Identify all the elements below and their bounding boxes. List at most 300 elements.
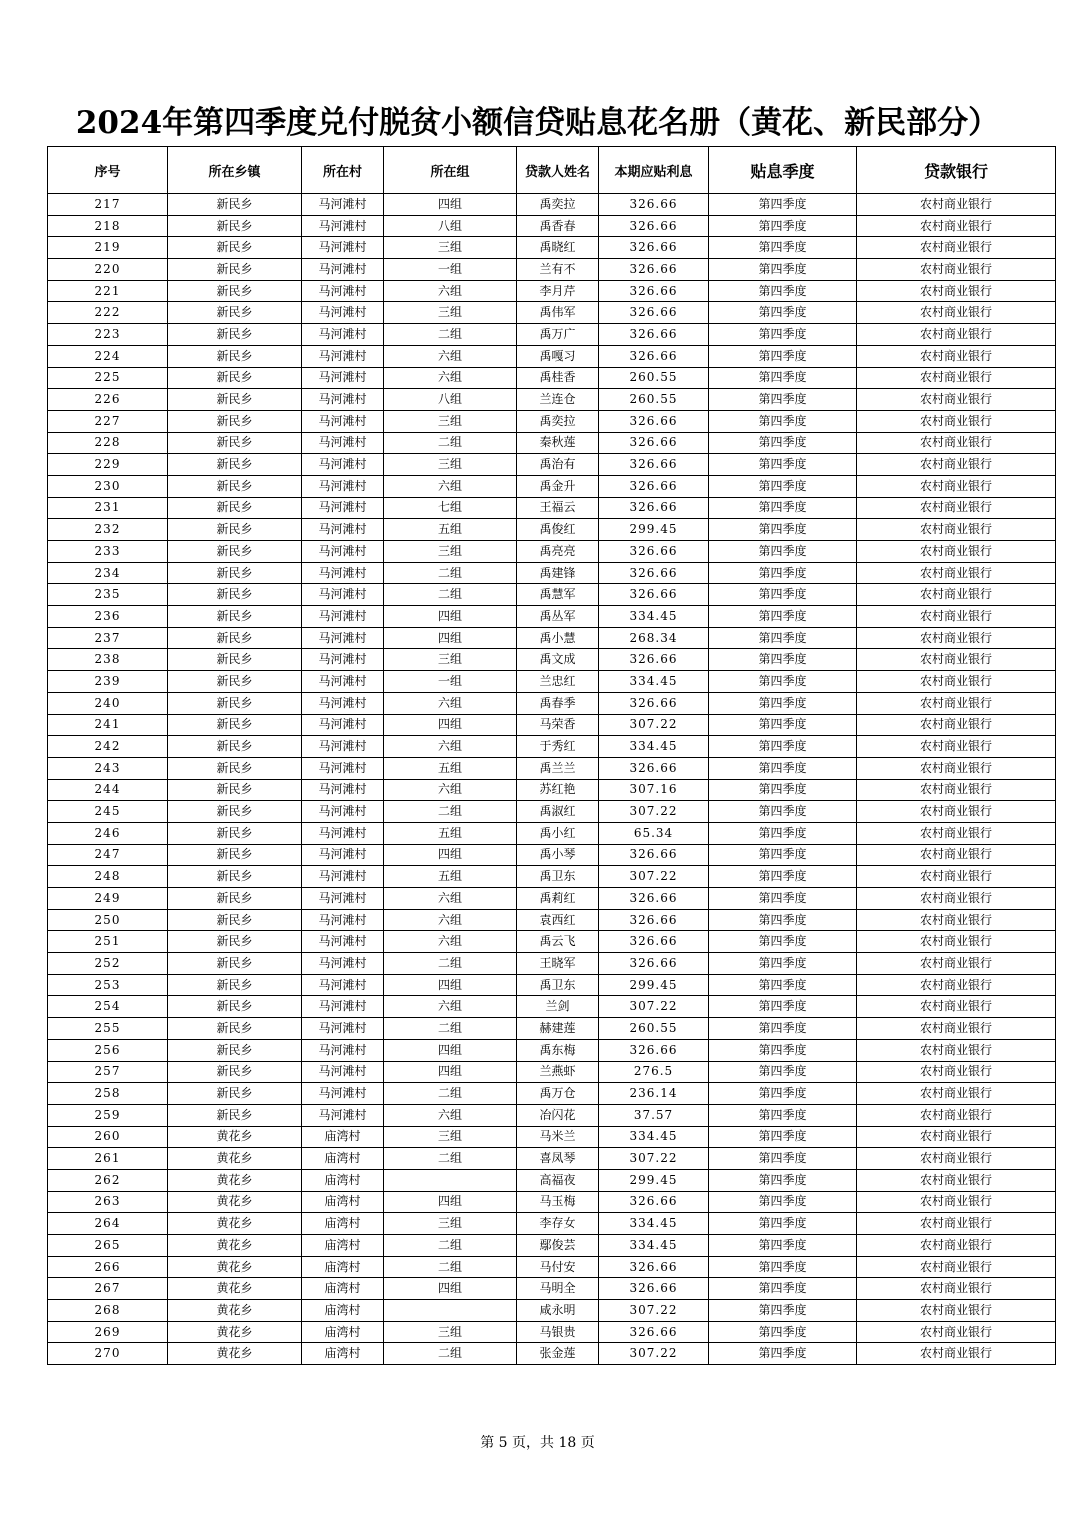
lending-bank-cell: 农村商业银行 xyxy=(857,736,1056,758)
interest-amount-cell: 65.34 xyxy=(599,822,709,844)
lending-bank-cell: 农村商业银行 xyxy=(857,606,1056,628)
interest-amount-cell: 326.66 xyxy=(599,909,709,931)
subsidy-roster-table xyxy=(47,146,1056,1365)
village-cell: 马河滩村 xyxy=(302,194,384,216)
group-cell: 六组 xyxy=(384,345,517,367)
serial-number-cell: 218 xyxy=(48,215,168,237)
township-cell: 新民乡 xyxy=(168,259,302,281)
village-cell: 马河滩村 xyxy=(302,237,384,259)
township-cell: 新民乡 xyxy=(168,302,302,324)
header-interest-amount: 本期应贴利息 xyxy=(599,147,709,194)
borrower-name-cell: 王福云 xyxy=(517,497,599,519)
serial-number-cell: 261 xyxy=(48,1148,168,1170)
subsidy-quarter-cell: 第四季度 xyxy=(709,475,857,497)
borrower-name-cell: 禹东梅 xyxy=(517,1039,599,1061)
lending-bank-cell: 农村商业银行 xyxy=(857,345,1056,367)
interest-amount-cell: 299.45 xyxy=(599,974,709,996)
township-cell: 新民乡 xyxy=(168,953,302,975)
lending-bank-cell: 农村商业银行 xyxy=(857,671,1056,693)
village-cell: 马河滩村 xyxy=(302,324,384,346)
subsidy-quarter-cell: 第四季度 xyxy=(709,367,857,389)
group-cell: 二组 xyxy=(384,584,517,606)
borrower-name-cell: 禹万广 xyxy=(517,324,599,346)
subsidy-quarter-cell: 第四季度 xyxy=(709,714,857,736)
group-cell: 三组 xyxy=(384,649,517,671)
subsidy-quarter-cell: 第四季度 xyxy=(709,1104,857,1126)
village-cell: 马河滩村 xyxy=(302,801,384,823)
township-cell: 新民乡 xyxy=(168,888,302,910)
group-cell: 六组 xyxy=(384,931,517,953)
table-row xyxy=(48,519,1056,541)
borrower-name-cell: 兰燕虾 xyxy=(517,1061,599,1083)
borrower-name-cell: 禹云飞 xyxy=(517,931,599,953)
interest-amount-cell: 326.66 xyxy=(599,410,709,432)
village-cell: 马河滩村 xyxy=(302,410,384,432)
interest-amount-cell: 326.66 xyxy=(599,584,709,606)
township-cell: 新民乡 xyxy=(168,410,302,432)
group-cell: 八组 xyxy=(384,389,517,411)
village-cell: 马河滩村 xyxy=(302,649,384,671)
table-row xyxy=(48,627,1056,649)
township-cell: 新民乡 xyxy=(168,432,302,454)
table-row xyxy=(48,454,1056,476)
group-cell: 二组 xyxy=(384,1018,517,1040)
table-row xyxy=(48,714,1056,736)
serial-number-cell: 256 xyxy=(48,1039,168,1061)
group-cell: 二组 xyxy=(384,1235,517,1257)
subsidy-quarter-cell: 第四季度 xyxy=(709,302,857,324)
header-village: 所在村 xyxy=(302,147,384,194)
interest-amount-cell: 334.45 xyxy=(599,1126,709,1148)
lending-bank-cell: 农村商业银行 xyxy=(857,215,1056,237)
village-cell: 庙湾村 xyxy=(302,1213,384,1235)
lending-bank-cell: 农村商业银行 xyxy=(857,1061,1056,1083)
table-body xyxy=(48,194,1056,1365)
serial-number-cell: 257 xyxy=(48,1061,168,1083)
lending-bank-cell: 农村商业银行 xyxy=(857,1126,1056,1148)
borrower-name-cell: 禹治有 xyxy=(517,454,599,476)
table-row xyxy=(48,345,1056,367)
group-cell: 四组 xyxy=(384,194,517,216)
table-header-row xyxy=(48,147,1056,194)
township-cell: 黄花乡 xyxy=(168,1256,302,1278)
group-cell: 六组 xyxy=(384,736,517,758)
borrower-name-cell: 咸永明 xyxy=(517,1300,599,1322)
serial-number-cell: 259 xyxy=(48,1104,168,1126)
township-cell: 新民乡 xyxy=(168,345,302,367)
table-row xyxy=(48,562,1056,584)
village-cell: 马河滩村 xyxy=(302,519,384,541)
group-cell: 二组 xyxy=(384,1343,517,1365)
borrower-name-cell: 禹香春 xyxy=(517,215,599,237)
village-cell: 马河滩村 xyxy=(302,280,384,302)
subsidy-quarter-cell: 第四季度 xyxy=(709,497,857,519)
village-cell: 马河滩村 xyxy=(302,953,384,975)
subsidy-quarter-cell: 第四季度 xyxy=(709,1256,857,1278)
table-row xyxy=(48,757,1056,779)
table-row xyxy=(48,1278,1056,1300)
serial-number-cell: 266 xyxy=(48,1256,168,1278)
interest-amount-cell: 307.22 xyxy=(599,714,709,736)
serial-number-cell: 255 xyxy=(48,1018,168,1040)
lending-bank-cell: 农村商业银行 xyxy=(857,1321,1056,1343)
table-row xyxy=(48,194,1056,216)
table-row xyxy=(48,1321,1056,1343)
interest-amount-cell: 326.66 xyxy=(599,757,709,779)
document-title: 2024年第四季度兑付脱贫小额信贷贴息花名册（黄花、新民部分） xyxy=(75,105,1000,141)
group-cell: 一组 xyxy=(384,259,517,281)
serial-number-cell: 243 xyxy=(48,757,168,779)
interest-amount-cell: 326.66 xyxy=(599,1256,709,1278)
township-cell: 新民乡 xyxy=(168,454,302,476)
serial-number-cell: 223 xyxy=(48,324,168,346)
table-row xyxy=(48,475,1056,497)
group-cell: 五组 xyxy=(384,866,517,888)
village-cell: 马河滩村 xyxy=(302,1061,384,1083)
township-cell: 新民乡 xyxy=(168,367,302,389)
group-cell: 四组 xyxy=(384,714,517,736)
interest-amount-cell: 326.66 xyxy=(599,692,709,714)
borrower-name-cell: 李月芹 xyxy=(517,280,599,302)
borrower-name-cell: 马米兰 xyxy=(517,1126,599,1148)
village-cell: 马河滩村 xyxy=(302,1039,384,1061)
village-cell: 马河滩村 xyxy=(302,627,384,649)
table-row xyxy=(48,953,1056,975)
lending-bank-cell: 农村商业银行 xyxy=(857,237,1056,259)
header-subsidy-quarter: 贴息季度 xyxy=(709,147,857,194)
lending-bank-cell: 农村商业银行 xyxy=(857,454,1056,476)
table-row xyxy=(48,909,1056,931)
serial-number-cell: 252 xyxy=(48,953,168,975)
subsidy-quarter-cell: 第四季度 xyxy=(709,432,857,454)
lending-bank-cell: 农村商业银行 xyxy=(857,280,1056,302)
interest-amount-cell: 307.22 xyxy=(599,996,709,1018)
table-row xyxy=(48,1083,1056,1105)
interest-amount-cell: 307.22 xyxy=(599,866,709,888)
subsidy-quarter-cell: 第四季度 xyxy=(709,866,857,888)
group-cell: 三组 xyxy=(384,454,517,476)
table-row xyxy=(48,584,1056,606)
table-row xyxy=(48,866,1056,888)
group-cell: 五组 xyxy=(384,822,517,844)
township-cell: 黄花乡 xyxy=(168,1300,302,1322)
subsidy-quarter-cell: 第四季度 xyxy=(709,584,857,606)
township-cell: 新民乡 xyxy=(168,389,302,411)
table-row xyxy=(48,1126,1056,1148)
subsidy-quarter-cell: 第四季度 xyxy=(709,454,857,476)
serial-number-cell: 217 xyxy=(48,194,168,216)
borrower-name-cell: 王晓军 xyxy=(517,953,599,975)
subsidy-quarter-cell: 第四季度 xyxy=(709,1169,857,1191)
interest-amount-cell: 260.55 xyxy=(599,1018,709,1040)
village-cell: 庙湾村 xyxy=(302,1256,384,1278)
serial-number-cell: 250 xyxy=(48,909,168,931)
table-row xyxy=(48,844,1056,866)
township-cell: 新民乡 xyxy=(168,866,302,888)
lending-bank-cell: 农村商业银行 xyxy=(857,410,1056,432)
lending-bank-cell: 农村商业银行 xyxy=(857,888,1056,910)
table-row xyxy=(48,822,1056,844)
interest-amount-cell: 326.66 xyxy=(599,497,709,519)
township-cell: 新民乡 xyxy=(168,1018,302,1040)
interest-amount-cell: 334.45 xyxy=(599,736,709,758)
serial-number-cell: 253 xyxy=(48,974,168,996)
township-cell: 新民乡 xyxy=(168,215,302,237)
borrower-name-cell: 兰剑 xyxy=(517,996,599,1018)
interest-amount-cell: 326.66 xyxy=(599,931,709,953)
table-row xyxy=(48,671,1056,693)
interest-amount-cell: 326.66 xyxy=(599,194,709,216)
subsidy-quarter-cell: 第四季度 xyxy=(709,194,857,216)
subsidy-quarter-cell: 第四季度 xyxy=(709,822,857,844)
township-cell: 新民乡 xyxy=(168,584,302,606)
serial-number-cell: 236 xyxy=(48,606,168,628)
lending-bank-cell: 农村商业银行 xyxy=(857,822,1056,844)
group-cell: 五组 xyxy=(384,757,517,779)
group-cell: 六组 xyxy=(384,779,517,801)
table-row xyxy=(48,302,1056,324)
table-row xyxy=(48,541,1056,563)
table-row xyxy=(48,215,1056,237)
township-cell: 新民乡 xyxy=(168,779,302,801)
township-cell: 黄花乡 xyxy=(168,1169,302,1191)
lending-bank-cell: 农村商业银行 xyxy=(857,1018,1056,1040)
interest-amount-cell: 326.66 xyxy=(599,541,709,563)
group-cell: 五组 xyxy=(384,519,517,541)
subsidy-quarter-cell: 第四季度 xyxy=(709,996,857,1018)
village-cell: 马河滩村 xyxy=(302,1018,384,1040)
village-cell: 马河滩村 xyxy=(302,389,384,411)
serial-number-cell: 244 xyxy=(48,779,168,801)
interest-amount-cell: 326.66 xyxy=(599,302,709,324)
table-row xyxy=(48,1061,1056,1083)
header-serial-number: 序号 xyxy=(48,147,168,194)
lending-bank-cell: 农村商业银行 xyxy=(857,757,1056,779)
interest-amount-cell: 326.66 xyxy=(599,432,709,454)
borrower-name-cell: 喜凤琴 xyxy=(517,1148,599,1170)
serial-number-cell: 224 xyxy=(48,345,168,367)
serial-number-cell: 269 xyxy=(48,1321,168,1343)
subsidy-quarter-cell: 第四季度 xyxy=(709,1300,857,1322)
group-cell: 二组 xyxy=(384,432,517,454)
lending-bank-cell: 农村商业银行 xyxy=(857,519,1056,541)
township-cell: 新民乡 xyxy=(168,996,302,1018)
borrower-name-cell: 禹嘎习 xyxy=(517,345,599,367)
borrower-name-cell: 苏红艳 xyxy=(517,779,599,801)
township-cell: 新民乡 xyxy=(168,280,302,302)
lending-bank-cell: 农村商业银行 xyxy=(857,1169,1056,1191)
subsidy-quarter-cell: 第四季度 xyxy=(709,280,857,302)
interest-amount-cell: 307.22 xyxy=(599,1300,709,1322)
lending-bank-cell: 农村商业银行 xyxy=(857,389,1056,411)
serial-number-cell: 238 xyxy=(48,649,168,671)
serial-number-cell: 260 xyxy=(48,1126,168,1148)
serial-number-cell: 231 xyxy=(48,497,168,519)
township-cell: 新民乡 xyxy=(168,931,302,953)
group-cell: 七组 xyxy=(384,497,517,519)
township-cell: 新民乡 xyxy=(168,1061,302,1083)
group-cell: 四组 xyxy=(384,974,517,996)
table-row xyxy=(48,1018,1056,1040)
village-cell: 庙湾村 xyxy=(302,1148,384,1170)
interest-amount-cell: 326.66 xyxy=(599,1039,709,1061)
township-cell: 新民乡 xyxy=(168,237,302,259)
table-row xyxy=(48,996,1056,1018)
table-row xyxy=(48,410,1056,432)
serial-number-cell: 263 xyxy=(48,1191,168,1213)
subsidy-quarter-cell: 第四季度 xyxy=(709,541,857,563)
township-cell: 黄花乡 xyxy=(168,1213,302,1235)
interest-amount-cell: 326.66 xyxy=(599,259,709,281)
subsidy-quarter-cell: 第四季度 xyxy=(709,931,857,953)
lending-bank-cell: 农村商业银行 xyxy=(857,1083,1056,1105)
serial-number-cell: 227 xyxy=(48,410,168,432)
borrower-name-cell: 禹小红 xyxy=(517,822,599,844)
borrower-name-cell: 兰忠红 xyxy=(517,671,599,693)
header-lending-bank: 贷款银行 xyxy=(857,147,1056,194)
lending-bank-cell: 农村商业银行 xyxy=(857,194,1056,216)
borrower-name-cell: 禹春季 xyxy=(517,692,599,714)
group-cell: 三组 xyxy=(384,302,517,324)
village-cell: 马河滩村 xyxy=(302,866,384,888)
village-cell: 马河滩村 xyxy=(302,345,384,367)
serial-number-cell: 270 xyxy=(48,1343,168,1365)
borrower-name-cell: 袁西红 xyxy=(517,909,599,931)
group-cell: 四组 xyxy=(384,1278,517,1300)
village-cell: 马河滩村 xyxy=(302,888,384,910)
serial-number-cell: 242 xyxy=(48,736,168,758)
subsidy-quarter-cell: 第四季度 xyxy=(709,345,857,367)
header-group: 所在组 xyxy=(384,147,517,194)
village-cell: 马河滩村 xyxy=(302,779,384,801)
borrower-name-cell: 禹小慧 xyxy=(517,627,599,649)
group-cell xyxy=(384,1169,517,1191)
table-row xyxy=(48,1300,1056,1322)
village-cell: 马河滩村 xyxy=(302,302,384,324)
serial-number-cell: 226 xyxy=(48,389,168,411)
subsidy-quarter-cell: 第四季度 xyxy=(709,1148,857,1170)
serial-number-cell: 248 xyxy=(48,866,168,888)
subsidy-quarter-cell: 第四季度 xyxy=(709,1191,857,1213)
borrower-name-cell: 禹淑红 xyxy=(517,801,599,823)
serial-number-cell: 220 xyxy=(48,259,168,281)
village-cell: 马河滩村 xyxy=(302,909,384,931)
serial-number-cell: 254 xyxy=(48,996,168,1018)
township-cell: 新民乡 xyxy=(168,671,302,693)
borrower-name-cell: 冶闪花 xyxy=(517,1104,599,1126)
township-cell: 新民乡 xyxy=(168,714,302,736)
borrower-name-cell: 禹莉红 xyxy=(517,888,599,910)
village-cell: 马河滩村 xyxy=(302,215,384,237)
lending-bank-cell: 农村商业银行 xyxy=(857,367,1056,389)
township-cell: 新民乡 xyxy=(168,1039,302,1061)
subsidy-quarter-cell: 第四季度 xyxy=(709,215,857,237)
lending-bank-cell: 农村商业银行 xyxy=(857,475,1056,497)
village-cell: 庙湾村 xyxy=(302,1343,384,1365)
group-cell: 六组 xyxy=(384,888,517,910)
village-cell: 马河滩村 xyxy=(302,692,384,714)
borrower-name-cell: 禹万仓 xyxy=(517,1083,599,1105)
borrower-name-cell: 张金莲 xyxy=(517,1343,599,1365)
subsidy-quarter-cell: 第四季度 xyxy=(709,237,857,259)
serial-number-cell: 268 xyxy=(48,1300,168,1322)
township-cell: 新民乡 xyxy=(168,562,302,584)
village-cell: 庙湾村 xyxy=(302,1169,384,1191)
interest-amount-cell: 299.45 xyxy=(599,519,709,541)
group-cell: 三组 xyxy=(384,1321,517,1343)
subsidy-quarter-cell: 第四季度 xyxy=(709,1126,857,1148)
group-cell: 四组 xyxy=(384,1191,517,1213)
borrower-name-cell: 禹丛军 xyxy=(517,606,599,628)
village-cell: 庙湾村 xyxy=(302,1191,384,1213)
group-cell: 二组 xyxy=(384,1256,517,1278)
borrower-name-cell: 禹俊红 xyxy=(517,519,599,541)
township-cell: 新民乡 xyxy=(168,1083,302,1105)
lending-bank-cell: 农村商业银行 xyxy=(857,1039,1056,1061)
lending-bank-cell: 农村商业银行 xyxy=(857,866,1056,888)
interest-amount-cell: 260.55 xyxy=(599,389,709,411)
serial-number-cell: 219 xyxy=(48,237,168,259)
lending-bank-cell: 农村商业银行 xyxy=(857,562,1056,584)
borrower-name-cell: 禹兰兰 xyxy=(517,757,599,779)
subsidy-quarter-cell: 第四季度 xyxy=(709,1343,857,1365)
table-row xyxy=(48,801,1056,823)
subsidy-quarter-cell: 第四季度 xyxy=(709,974,857,996)
township-cell: 新民乡 xyxy=(168,757,302,779)
serial-number-cell: 245 xyxy=(48,801,168,823)
lending-bank-cell: 农村商业银行 xyxy=(857,1191,1056,1213)
borrower-name-cell: 禹卫东 xyxy=(517,866,599,888)
serial-number-cell: 249 xyxy=(48,888,168,910)
serial-number-cell: 229 xyxy=(48,454,168,476)
serial-number-cell: 262 xyxy=(48,1169,168,1191)
subsidy-quarter-cell: 第四季度 xyxy=(709,779,857,801)
township-cell: 新民乡 xyxy=(168,324,302,346)
group-cell: 四组 xyxy=(384,606,517,628)
group-cell: 六组 xyxy=(384,692,517,714)
interest-amount-cell: 326.66 xyxy=(599,1191,709,1213)
township-cell: 新民乡 xyxy=(168,541,302,563)
borrower-name-cell: 马明全 xyxy=(517,1278,599,1300)
group-cell: 三组 xyxy=(384,1213,517,1235)
subsidy-quarter-cell: 第四季度 xyxy=(709,1321,857,1343)
village-cell: 马河滩村 xyxy=(302,584,384,606)
interest-amount-cell: 326.66 xyxy=(599,562,709,584)
lending-bank-cell: 农村商业银行 xyxy=(857,541,1056,563)
subsidy-quarter-cell: 第四季度 xyxy=(709,1213,857,1235)
borrower-name-cell: 兰连仓 xyxy=(517,389,599,411)
lending-bank-cell: 农村商业银行 xyxy=(857,844,1056,866)
interest-amount-cell: 326.66 xyxy=(599,215,709,237)
lending-bank-cell: 农村商业银行 xyxy=(857,1148,1056,1170)
table-row xyxy=(48,367,1056,389)
interest-amount-cell: 276.5 xyxy=(599,1061,709,1083)
township-cell: 新民乡 xyxy=(168,692,302,714)
lending-bank-cell: 农村商业银行 xyxy=(857,909,1056,931)
borrower-name-cell: 马玉梅 xyxy=(517,1191,599,1213)
borrower-name-cell: 禹金升 xyxy=(517,475,599,497)
village-cell: 马河滩村 xyxy=(302,541,384,563)
lending-bank-cell: 农村商业银行 xyxy=(857,1300,1056,1322)
interest-amount-cell: 326.66 xyxy=(599,953,709,975)
serial-number-cell: 247 xyxy=(48,844,168,866)
group-cell xyxy=(384,1300,517,1322)
township-cell: 新民乡 xyxy=(168,909,302,931)
village-cell: 马河滩村 xyxy=(302,259,384,281)
lending-bank-cell: 农村商业银行 xyxy=(857,779,1056,801)
table-row xyxy=(48,432,1056,454)
village-cell: 马河滩村 xyxy=(302,475,384,497)
